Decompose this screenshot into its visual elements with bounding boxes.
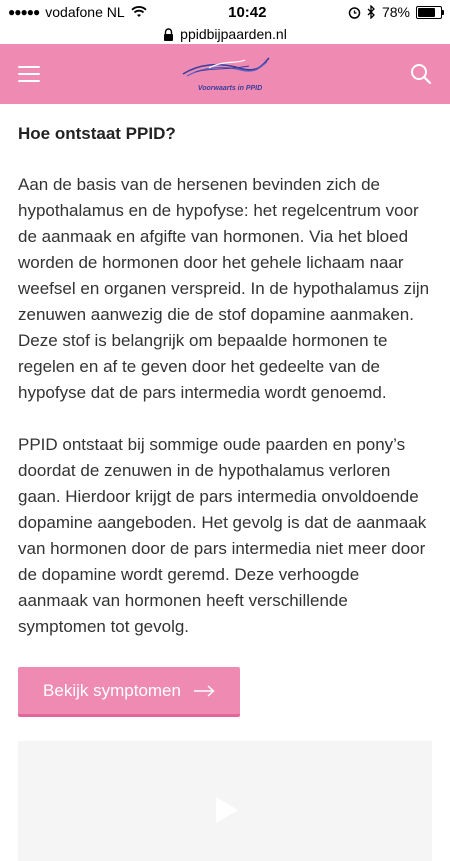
signal-strength-icon: ●●●●● <box>8 5 40 19</box>
battery-icon <box>416 6 442 19</box>
article-title: Hoe ontstaat PPID? <box>18 124 176 143</box>
status-right <box>348 4 442 20</box>
arrow-right-icon <box>193 685 215 697</box>
article-paragraph-1: Aan de basis van de hersenen bevinden zich de hypothalamus en de hypofyse: het regelcentrum voor de aanmaak en afgifte van hormonen. Via het bloed worden de hormonen door het gehele lichaam naar weefsel en organen verspreid. In de hypothalamus zijn zenuwen aanwezig die de stof dopamine aanmaken. Deze stof is belangrijk om bepaalde hormonen te regelen en af te geven door het gedeelte van de hypofyse dat de pars intermedia wordt genoemd. <box>18 175 430 402</box>
bluetooth-icon <box>367 5 376 19</box>
status-bar <box>0 0 450 24</box>
status-left <box>8 4 147 20</box>
article-content <box>0 104 450 861</box>
view-symptoms-label: Bekijk symptomen <box>43 680 181 700</box>
search-icon[interactable] <box>410 63 432 85</box>
logo-wave-icon <box>179 54 271 84</box>
site-header <box>0 44 450 104</box>
battery-level-fill <box>418 8 435 17</box>
video-placeholder[interactable] <box>18 741 432 861</box>
wifi-icon <box>131 6 147 18</box>
carrier-name: vodafone NL <box>45 4 125 20</box>
view-symptoms-button[interactable] <box>18 667 240 717</box>
article-paragraph-2: PPID ontstaat bij sommige oude paarden en pony’s doordat de zenuwen in de hypothalamus verloren gaan. Hierdoor krijgt de pars intermedia onvoldoende dopamine aangeboden. Het gevolg is dat de aanmaak van hormonen door de pars intermedia niet meer door de dopamine wordt geremd. Deze verhoogde aanmaak van hormonen heeft verschillende symptomen tot gevolg. <box>18 435 427 636</box>
hamburger-menu-icon[interactable] <box>18 66 40 82</box>
battery-percent: 78% <box>381 4 410 20</box>
url-bar[interactable] <box>0 24 450 44</box>
url-domain: ppidbijpaarden.nl <box>180 26 287 42</box>
status-time: 10:42 <box>228 3 267 21</box>
logo-text: Voorwaarts in PPID <box>197 85 263 92</box>
site-logo[interactable] <box>179 54 271 94</box>
alarm-icon <box>348 6 361 19</box>
lock-icon <box>163 28 174 41</box>
